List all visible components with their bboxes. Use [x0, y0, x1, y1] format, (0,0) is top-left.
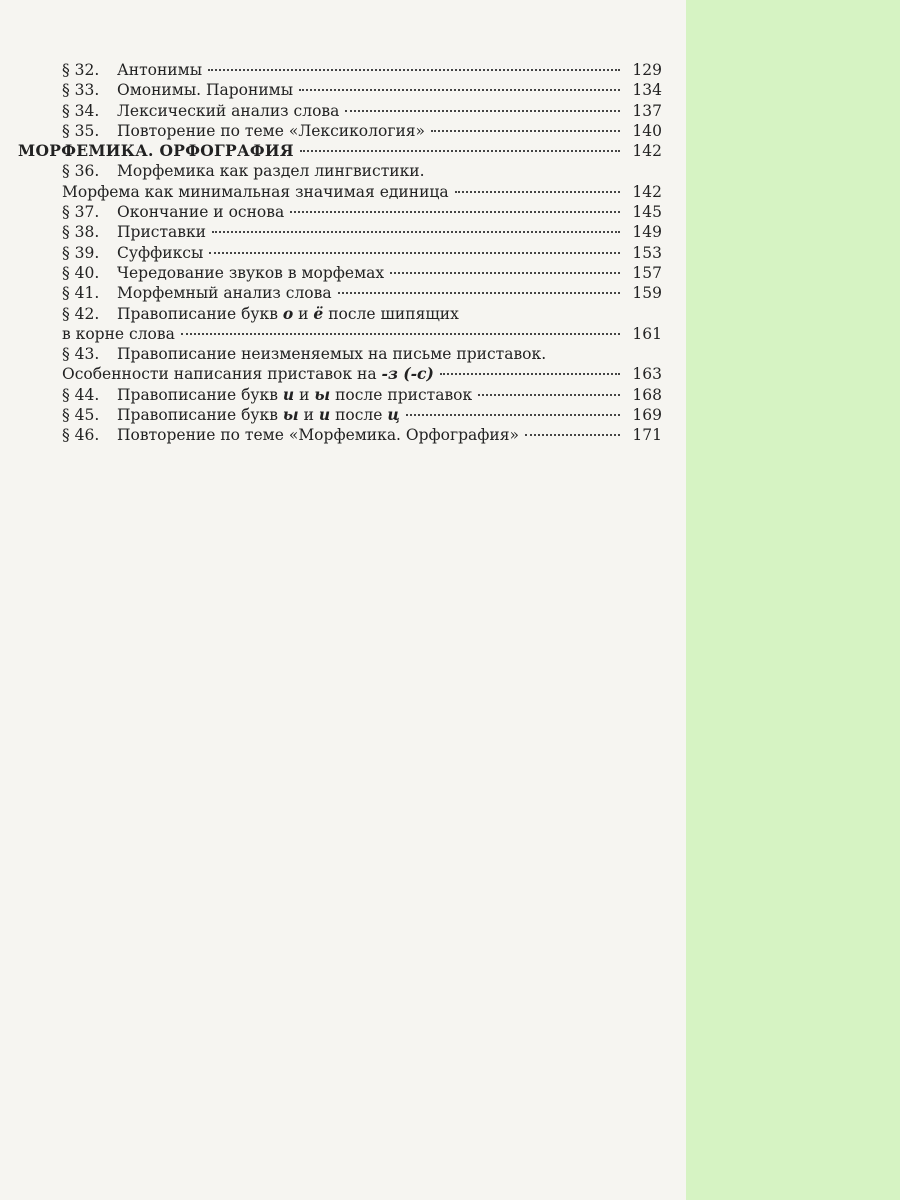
toc-page: 169 — [632, 406, 662, 425]
dot-leader — [478, 394, 620, 396]
toc-title-part: после — [330, 406, 388, 425]
toc-number: § 42. — [62, 304, 100, 323]
toc-title — [117, 304, 459, 324]
toc-entry-46 — [62, 425, 662, 445]
toc-title-part: Правописание букв — [117, 406, 283, 425]
toc-title: Повторение по теме «Лексикология» — [117, 121, 426, 140]
toc-title-italic: ы — [282, 405, 299, 425]
toc-entry-32 — [62, 60, 662, 80]
toc-page: 157 — [632, 263, 662, 282]
toc-entry-43-line2 — [62, 364, 662, 384]
toc-number: § 39. — [62, 243, 100, 262]
toc-entry-33 — [62, 80, 662, 100]
toc-title-italic: ы — [314, 384, 331, 404]
dot-leader — [212, 231, 620, 233]
toc-title: Правописание неизменяемых на письме приставок. — [117, 345, 547, 364]
toc-number: § 40. — [62, 263, 100, 282]
toc-number: § 38. — [62, 223, 100, 242]
toc-title-part: после приставок — [330, 385, 473, 404]
toc-entry-40 — [62, 263, 662, 283]
toc-entry-39 — [62, 243, 662, 263]
toc-entry-35 — [62, 121, 662, 141]
toc-number: § 32. — [62, 61, 100, 79]
dot-leader — [299, 89, 620, 91]
dot-leader — [406, 414, 620, 416]
toc-number: § 44. — [62, 385, 100, 404]
toc-entry-44 — [62, 385, 662, 405]
toc-title-italic: о — [282, 303, 294, 323]
toc-entry-38 — [62, 222, 662, 242]
toc-number: § 46. — [62, 426, 100, 445]
toc-title-continued: в корне слова — [62, 324, 175, 343]
dot-leader — [345, 110, 620, 112]
toc-page: 145 — [632, 203, 662, 222]
toc-page: 142 — [632, 182, 662, 201]
toc-title-italic: и — [318, 405, 331, 425]
toc-title-italic: и — [282, 384, 295, 404]
toc-entry-42-line1 — [62, 304, 662, 324]
dot-leader — [455, 191, 620, 193]
toc-title: Приставки — [117, 223, 207, 242]
toc-title-continued — [62, 364, 434, 384]
toc-number: § 43. — [62, 345, 100, 364]
dot-leader — [209, 252, 620, 254]
toc-title-continued: Морфема как минимальная значимая единица — [62, 182, 449, 201]
toc-title: Повторение по теме «Морфемика. Орфография» — [117, 426, 520, 445]
toc-number: § 37. — [62, 203, 100, 222]
toc-page: 161 — [632, 324, 662, 343]
toc-title: Морфемика как раздел лингвистики. — [117, 162, 425, 181]
toc-title: Лексический анализ слова — [117, 101, 340, 120]
toc-title: Антонимы — [117, 61, 203, 79]
toc-number: § 45. — [62, 406, 100, 425]
toc-title — [117, 385, 472, 405]
toc-entry-42-line2 — [62, 324, 662, 344]
toc-entry-36-line2 — [62, 182, 662, 202]
toc-title — [117, 405, 400, 425]
toc-page: 129 — [632, 61, 662, 79]
toc-entry-37 — [62, 202, 662, 222]
toc-number: § 41. — [62, 284, 100, 303]
toc-entry-43-line1 — [62, 344, 662, 364]
toc-title-part: и — [293, 304, 314, 323]
toc-entry-36-line1 — [62, 161, 662, 181]
toc-number: § 33. — [62, 81, 100, 100]
dot-leader — [390, 272, 620, 274]
toc-page: 171 — [632, 426, 662, 445]
toc-title: Омонимы. Паронимы — [117, 81, 294, 100]
dot-leader — [300, 150, 620, 152]
dot-leader — [440, 373, 620, 375]
section-title: МОРФЕМИКА. ОРФОГРАФИЯ — [18, 141, 294, 161]
toc-title-part: Правописание букв — [117, 304, 283, 323]
toc-title-part: Правописание букв — [117, 385, 283, 404]
toc-title-italic: ц — [387, 405, 400, 425]
toc-title-italic: -з (-с) — [381, 364, 434, 384]
toc-number: § 35. — [62, 121, 100, 140]
toc-title-part: после шипящих — [323, 304, 459, 323]
toc-page: 153 — [632, 243, 662, 262]
dot-leader — [181, 333, 620, 335]
table-of-contents — [18, 60, 662, 446]
toc-page: 168 — [632, 385, 662, 404]
toc-title: Морфемный анализ слова — [117, 284, 332, 303]
toc-page: 134 — [632, 81, 662, 100]
toc-page: 163 — [632, 365, 662, 384]
toc-entry-34 — [62, 101, 662, 121]
toc-title: Суффиксы — [117, 243, 204, 262]
toc-page: 159 — [632, 284, 662, 303]
toc-number: § 34. — [62, 101, 100, 120]
toc-title: Чередование звуков в морфемах — [117, 263, 385, 282]
toc-entry-41 — [62, 283, 662, 303]
dot-leader — [208, 69, 620, 71]
dot-leader — [338, 292, 620, 294]
toc-title-part: и — [298, 406, 319, 425]
toc-title: Окончание и основа — [117, 203, 285, 222]
toc-title-part: Особенности написания приставок на — [62, 365, 382, 384]
toc-page: 137 — [632, 101, 662, 120]
toc-entry-45 — [62, 405, 662, 425]
toc-section-heading — [18, 141, 662, 161]
dot-leader — [431, 130, 620, 132]
toc-title-italic: ё — [313, 303, 324, 323]
toc-page: 142 — [632, 142, 662, 161]
dot-leader — [290, 211, 620, 213]
toc-page: 140 — [632, 121, 662, 140]
toc-page: 149 — [632, 223, 662, 242]
toc-title-part: и — [294, 385, 315, 404]
dot-leader — [525, 434, 620, 436]
toc-number: § 36. — [62, 162, 100, 181]
